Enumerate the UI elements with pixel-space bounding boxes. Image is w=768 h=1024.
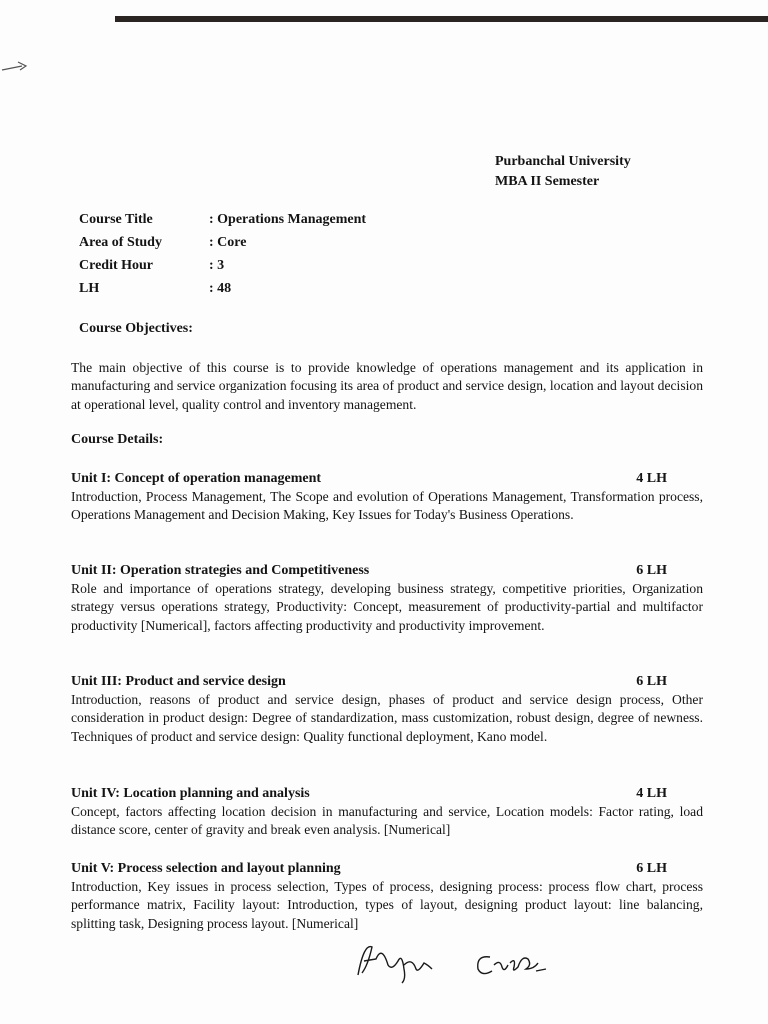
course-info-value: : Core [209,235,247,250]
unit-section [71,561,703,635]
objectives-text: The main objective of this course is to provide knowledge of operations management and its application in manufacturing and service organization focusing its area of product and service design, location and layout decision at operational level, quality control and inventory management. [71,360,703,412]
signature-first [358,947,432,983]
course-info-row [79,212,366,235]
course-info-row [79,258,366,281]
unit-content: Role and importance of operations strategy, developing business strategy, competitive priorities, Organization strategy versus operations strategy, Productivity: Concept, measurement of productivity-partial and multifactor productivity [Numerical], factors affecting productivity and productivity improvement. [71,581,703,633]
unit-content: Introduction, Process Management, The Scope and evolution of Operations Management, Transformation process, Operations Management and Decision Making, Key Issues for Today's Business Operations. [71,489,703,523]
course-info [79,212,366,304]
unit-title: Unit II: Operation strategies and Competitiveness [71,563,370,578]
unit-heading [71,672,703,691]
unit-hours: 6 LH [636,674,667,689]
unit-section [71,469,703,525]
course-info-label: LH [79,281,100,296]
unit-heading [71,859,703,878]
unit-content: Introduction, Key issues in process selection, Types of process, designing process: process flow chart, process performance matrix, Facility layout: Introduction, types of layout, designing product layout: line balancing, splitting task, Designing process layout. [Numerical] [71,879,703,931]
page-top-edge [115,16,768,22]
unit-hours: 6 LH [636,861,667,876]
unit-hours: 4 LH [636,471,667,486]
unit-heading [71,469,703,488]
unit-title: Unit V: Process selection and layout planning [71,861,341,876]
course-info-row [79,281,366,304]
course-info-label: Course Title [79,212,153,227]
program-name: MBA II Semester [495,174,600,189]
signatures [350,935,570,985]
university-name: Purbanchal University [495,154,631,169]
document-header [495,152,631,192]
unit-section [71,784,703,840]
unit-title: Unit III: Product and service design [71,674,286,689]
unit-hours: 6 LH [636,563,667,578]
course-info-label: Area of Study [79,235,162,250]
objectives-heading: Course Objectives: [79,321,193,336]
unit-title: Unit IV: Location planning and analysis [71,786,310,801]
signature-second [478,957,546,974]
unit-content: Concept, factors affecting location decision in manufacturing and service, Location models: Factor rating, load distance score, center of gravity and break even analysis. [Numerical] [71,804,703,838]
unit-title: Unit I: Concept of operation management [71,471,322,486]
details-heading: Course Details: [71,432,164,447]
pen-mark [0,52,40,82]
unit-heading [71,784,703,803]
unit-heading [71,561,703,580]
unit-section [71,672,703,746]
course-info-value: : Operations Management [209,212,367,227]
course-info-row [79,235,366,258]
unit-content: Introduction, reasons of product and service design, phases of product and service design process, Other consideration in product design: Degree of standardization, mass customization, robust design, degree of newness. Techniques of product and service design: Quality functional deployment, Kano model. [71,692,703,744]
unit-section [71,859,703,933]
course-info-value: : 3 [209,258,225,273]
course-info-value: : 48 [209,281,232,296]
course-info-label: Credit Hour [79,258,154,273]
unit-hours: 4 LH [636,786,667,801]
